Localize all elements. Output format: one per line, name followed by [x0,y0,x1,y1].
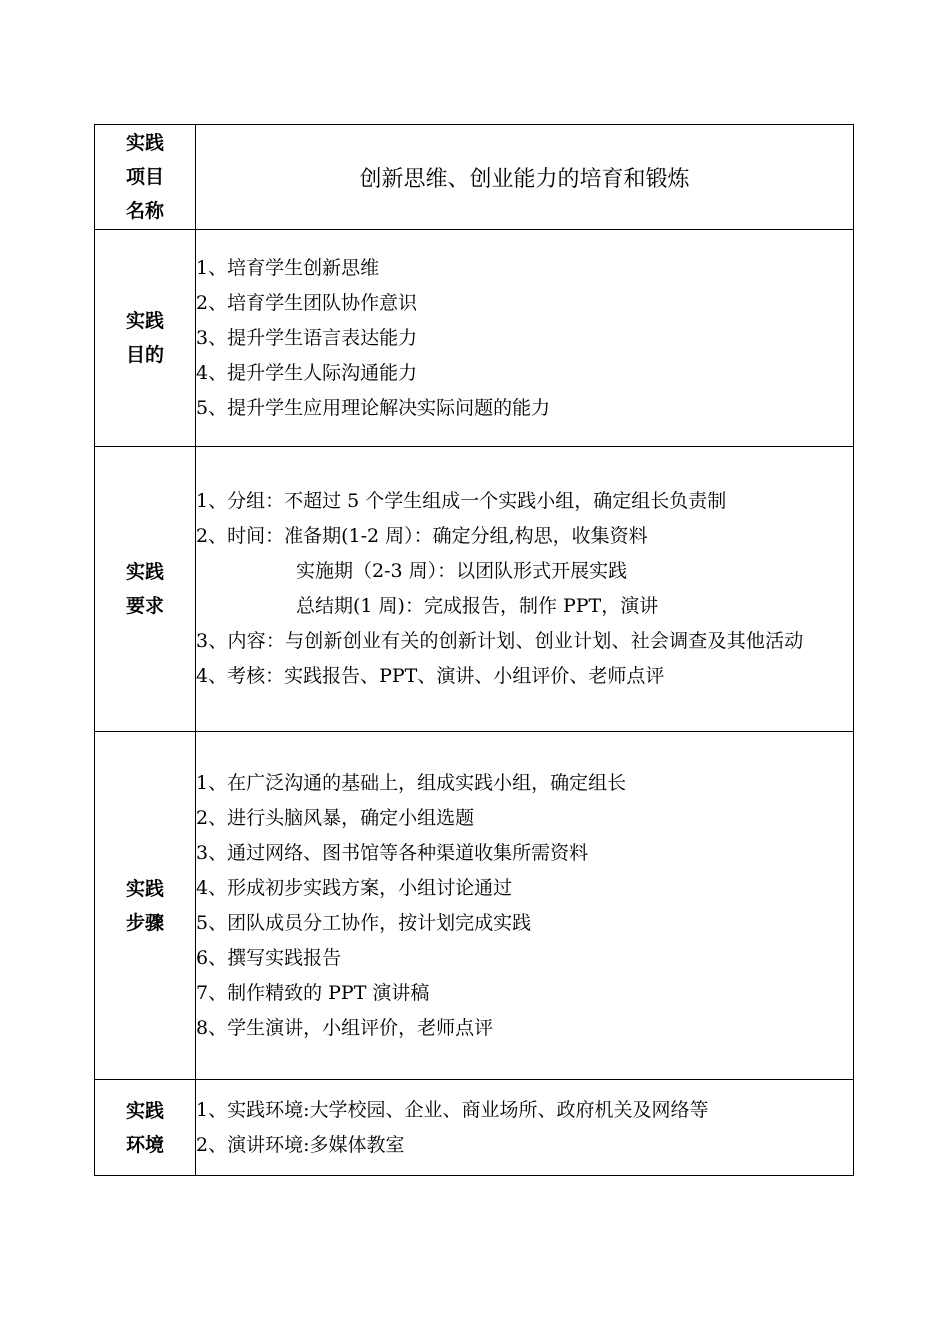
label-line: 实践 [125,1099,164,1122]
requirements-content [196,447,854,732]
label-line: 名称 [125,200,164,222]
list-item: 4、提升学生人际沟通能力 [196,361,418,384]
list-item: 2、演讲环境:多媒体教室 [196,1133,405,1156]
project-title: 创新思维、创业能力的培育和锻炼 [196,125,854,230]
table-row-project-name [95,125,854,230]
label-cell-steps [95,732,196,1080]
label-line: 实践 [125,132,164,154]
list-item: 1、在广泛沟通的基础上，组成实践小组，确定组长 [196,771,627,794]
label-cell-project-name [95,125,196,230]
label-cell-environment [95,1080,196,1176]
purpose-content [196,230,854,447]
list-item: 1、培育学生创新思维 [196,256,380,279]
label-line: 实践 [125,877,164,900]
label-line: 项目 [125,166,164,188]
environment-content [196,1080,854,1176]
label-line: 要求 [125,595,164,617]
label-line: 步骤 [125,911,164,934]
list-item: 实施期（2-3 周）：以团队形式开展实践 [296,560,628,582]
list-item: 5、团队成员分工协作，按计划完成实践 [196,911,532,934]
list-item: 6、撰写实践报告 [196,946,342,969]
list-item: 5、提升学生应用理论解决实际问题的能力 [196,396,551,419]
list-item: 3、提升学生语言表达能力 [196,326,418,349]
list-item: 1、分组：不超过 5 个学生组成一个实践小组，确定组长负责制 [196,490,727,512]
list-item: 2、进行头脑风暴，确定小组选题 [196,806,475,829]
list-item: 4、形成初步实践方案，小组讨论通过 [196,876,513,899]
list-item: 3、通过网络、图书馆等各种渠道收集所需资料 [196,841,589,864]
table-row-environment [95,1080,854,1176]
list-item: 1、实践环境:大学校园、企业、商业场所、政府机关及网络等 [196,1098,709,1121]
label-line: 目的 [125,344,164,366]
list-item: 总结期(1 周)：完成报告，制作 PPT，演讲 [296,595,659,617]
list-item: 2、时间：准备期(1-2 周）：确定分组,构思，收集资料 [196,525,648,547]
label-cell-requirements [95,447,196,732]
list-item: 2、培育学生团队协作意识 [196,291,418,314]
label-line: 环境 [125,1133,164,1156]
practice-table [94,124,854,1176]
label-line: 实践 [125,310,164,332]
table-row-steps [95,732,854,1080]
label-cell-purpose [95,230,196,447]
label-line: 实践 [125,561,164,583]
table-row-purpose [95,230,854,447]
table-row-requirements [95,447,854,732]
steps-content [196,732,854,1080]
list-item: 4、考核：实践报告、PPT、演讲、小组评价、老师点评 [196,665,665,687]
list-item: 8、学生演讲，小组评价，老师点评 [196,1016,494,1039]
list-item: 3、内容：与创新创业有关的创新计划、创业计划、社会调查及其他活动 [196,630,804,652]
list-item: 7、制作精致的 PPT 演讲稿 [196,981,430,1004]
